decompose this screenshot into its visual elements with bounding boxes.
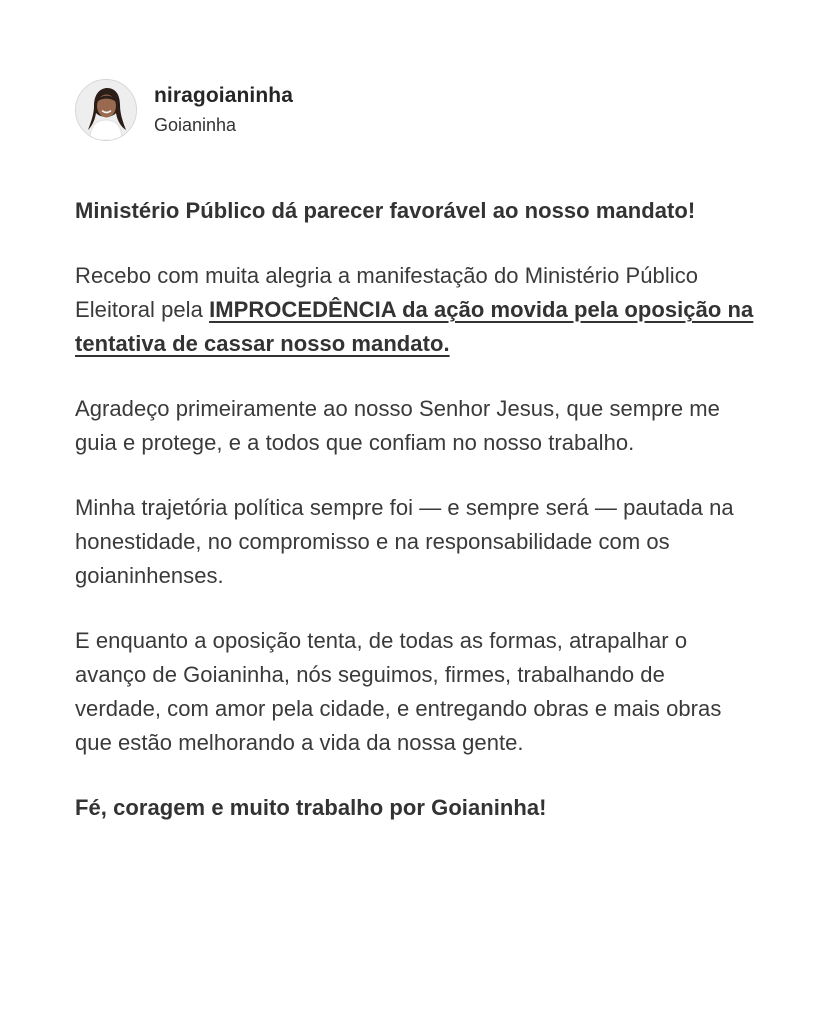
paragraph-1-emphasis: IMPROCEDÊNCIA da ação movida pela oposição na tentativa de cassar nosso mandato. (75, 297, 754, 356)
location-link[interactable]: Goianinha (154, 115, 237, 135)
post-paragraph-1 (75, 259, 755, 361)
post-paragraph-2: Agradeço primeiramente ao nosso Senhor Jesus, que sempre me guia e protege, e a todos que confiam no nosso trabalho. (75, 396, 720, 455)
username-link[interactable]: niragoianinha (154, 84, 293, 107)
post-caption (75, 194, 755, 825)
post-header (75, 79, 293, 141)
post-headline: Ministério Público dá parecer favorável ao nosso mandato! (75, 198, 696, 223)
paragraph-1-intro: Recebo com muita alegria a manifestação do Ministério Público Eleitoral pela (75, 263, 699, 322)
post-closing: Fé, coragem e muito trabalho por Goianinha! (75, 795, 547, 820)
post-paragraph-4: E enquanto a oposição tenta, de todas as formas, atrapalhar o avanço de Goianinha, nós seguimos, firmes, trabalhando de verdade, com amor pela cidade, e entregando obras e mais obras que estão melhorando a vida da nossa gente. (75, 628, 722, 755)
profile-photo-icon (76, 80, 136, 140)
post-paragraph-3: Minha trajetória política sempre foi — e sempre será — pautada na honestidade, no compromisso e na responsabilidade com os goianinhenses. (75, 495, 734, 588)
profile-identity (154, 83, 293, 137)
avatar[interactable] (75, 79, 137, 141)
